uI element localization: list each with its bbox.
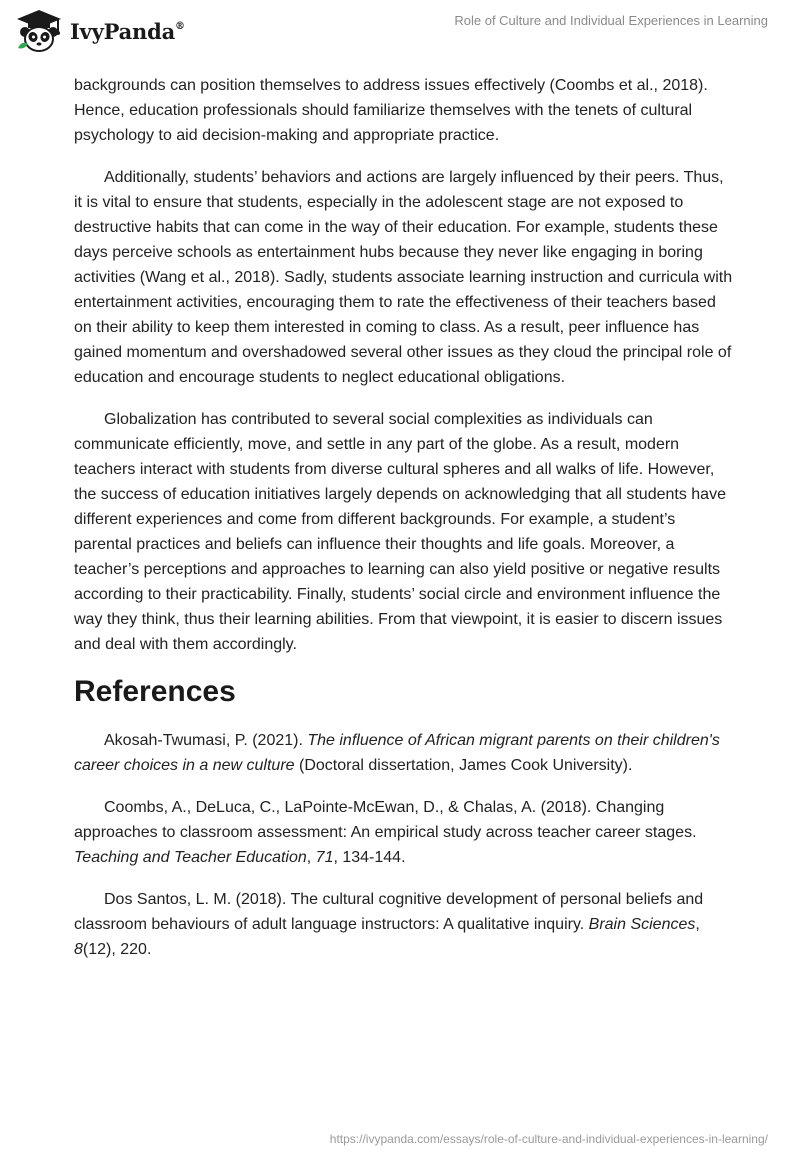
reference-item: Akosah-Twumasi, P. (2021). The influence of African migrant parents on their children's career choices in a new culture (Doctoral dissertation, James Cook University). (74, 732, 720, 774)
body-paragraph-2: Additionally, students’ behaviors and actions are largely influenced by their peers. Thus, it is vital to ensure that students, especially in the adolescent stage are not exposed to destructive habits that can come in the way of their education. For example, students these days perceive schools as entertainment hubs because they never like engaging in boring activities (Wang et al., 2018). Sadly, students associate learning instruction and curricula with entertainment activities, encouraging them to rate the effectiveness of their teachers based on their ability to keep them interested in coming to class. As a result, peer influence has gained momentum and overshadowed several other issues as they cloud the principal role of education and encourage students to neglect educational obligations. (74, 169, 733, 386)
brand-name: IvyPanda® (70, 18, 185, 44)
body-paragraph-1: backgrounds can position themselves to address issues effectively (Coombs et al., 2018). Hence, education professionals should familiarize themselves with the tenets of cultural psychology to aid decision-making and appropriate practice. (74, 77, 708, 144)
reference-item: Dos Santos, L. M. (2018). The cultural cognitive development of personal beliefs and classroom behaviours of adult language instructors: A qualitative inquiry. Brain Sciences, 8(12), 220. (74, 891, 704, 958)
references-heading: References (74, 675, 236, 708)
page-header (0, 0, 800, 64)
ivypanda-logo[interactable] (14, 8, 185, 54)
panda-graduate-icon (14, 8, 64, 54)
reference-item: Coombs, A., DeLuca, C., LaPointe-McEwan, D., & Chalas, A. (2018). Changing approaches to classroom assessment: An empirical study across teacher career stages. Teaching and Teacher Education, 71, 134-144. (74, 799, 697, 866)
source-url[interactable]: https://ivypanda.com/essays/role-of-culture-and-individual-experiences-in-learning/ (329, 1132, 768, 1146)
document-title: Role of Culture and Individual Experiences in Learning (454, 13, 768, 28)
essay-content (74, 73, 734, 979)
body-paragraph-3: Globalization has contributed to several social complexities as individuals can communicate efficiently, move, and settle in any part of the globe. As a result, modern teachers interact with students from diverse cultural spheres and all walks of life. However, the success of education initiatives largely depends on acknowledging that all students have different experiences and come from different backgrounds. For example, a student’s parental practices and beliefs can influence their thoughts and life goals. Moreover, a teacher’s perceptions and approaches to learning can also yield positive or negative results according to their practicability. Finally, students’ social circle and environment influence the way they think, thus their learning abilities. From that viewpoint, it is easier to discern issues and deal with them accordingly. (74, 411, 726, 653)
